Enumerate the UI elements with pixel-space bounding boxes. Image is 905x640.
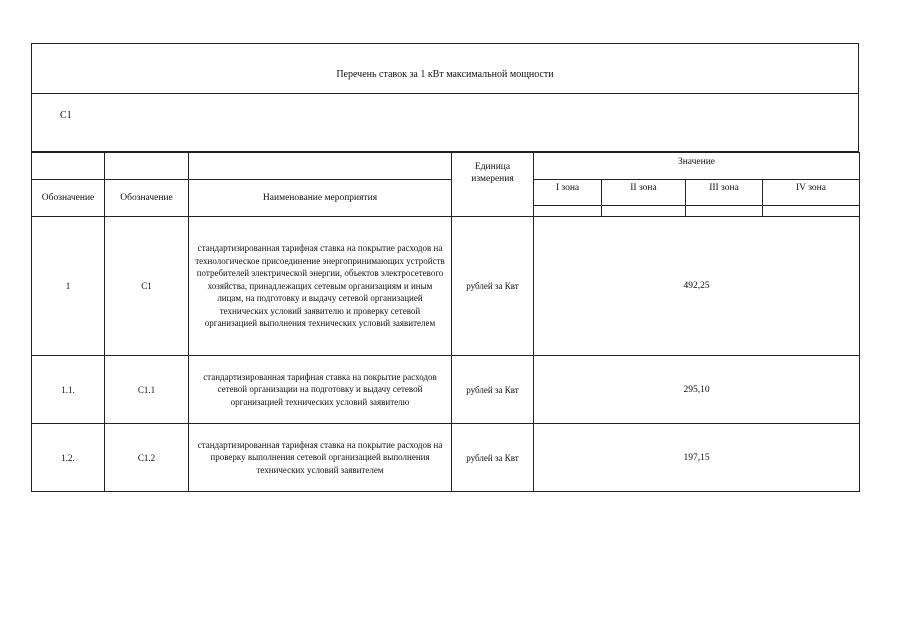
row-unit: рублей за Квт bbox=[452, 424, 534, 492]
row-description: стандартизированная тарифная ставка на покрытие расходов на проверку выполнения сетевой организацией выполнения технических условий заявителем bbox=[189, 424, 452, 492]
row-value: 295,10 bbox=[534, 356, 860, 424]
header-designation-2: Обозначение bbox=[105, 180, 189, 217]
header-value: Значение bbox=[534, 153, 860, 180]
header-unit: Единица измерения bbox=[452, 153, 534, 217]
rates-table bbox=[31, 152, 860, 492]
row-code: С1 bbox=[105, 217, 189, 356]
row-code: С1.1 bbox=[105, 356, 189, 424]
zone-empty-cell bbox=[534, 206, 602, 217]
zone-empty-cell bbox=[763, 206, 860, 217]
table-row bbox=[32, 217, 860, 356]
header-empty-cell bbox=[189, 153, 452, 180]
header-zone-2: II зона bbox=[602, 180, 686, 206]
header-empty-cell bbox=[32, 153, 105, 180]
row-value: 492,25 bbox=[534, 217, 860, 356]
zone-empty-cell bbox=[686, 206, 763, 217]
row-description: стандартизированная тарифная ставка на покрытие расходов на технологическое присоединение энергопринимающих устройств потребителей электрической энергии, объектов электросетевого хозяйства, принадлежащих сетевым организациям и иным лицам, на подготовку и выдачу сетевой организацией технических условий заявителю и проверку сетевой организацией выполнения технических условий заявителем bbox=[189, 217, 452, 356]
header-zone-3: III зона bbox=[686, 180, 763, 206]
row-number: 1.1. bbox=[32, 356, 105, 424]
header-zone-1: I зона bbox=[534, 180, 602, 206]
row-description: стандартизированная тарифная ставка на покрытие расходов сетевой организации на подготовку и выдачу сетевой организацией технических условий заявителю bbox=[189, 356, 452, 424]
row-number: 1.2. bbox=[32, 424, 105, 492]
zone-empty-cell bbox=[602, 206, 686, 217]
document-code: С1 bbox=[31, 94, 859, 152]
row-value: 197,15 bbox=[534, 424, 860, 492]
row-number: 1 bbox=[32, 217, 105, 356]
document-title: Перечень ставок за 1 кВт максимальной мощности bbox=[31, 43, 859, 94]
row-unit: рублей за Квт bbox=[452, 217, 534, 356]
header-empty-cell bbox=[105, 153, 189, 180]
row-unit: рублей за Квт bbox=[452, 356, 534, 424]
header-designation-1: Обозначение bbox=[32, 180, 105, 217]
header-name: Наименование мероприятия bbox=[189, 180, 452, 217]
table-row bbox=[32, 424, 860, 492]
header-row-main bbox=[32, 180, 860, 206]
document-page bbox=[31, 43, 859, 492]
header-zone-4: IV зона bbox=[763, 180, 860, 206]
table-row bbox=[32, 356, 860, 424]
row-code: С1.2 bbox=[105, 424, 189, 492]
header-row-top bbox=[32, 153, 860, 180]
